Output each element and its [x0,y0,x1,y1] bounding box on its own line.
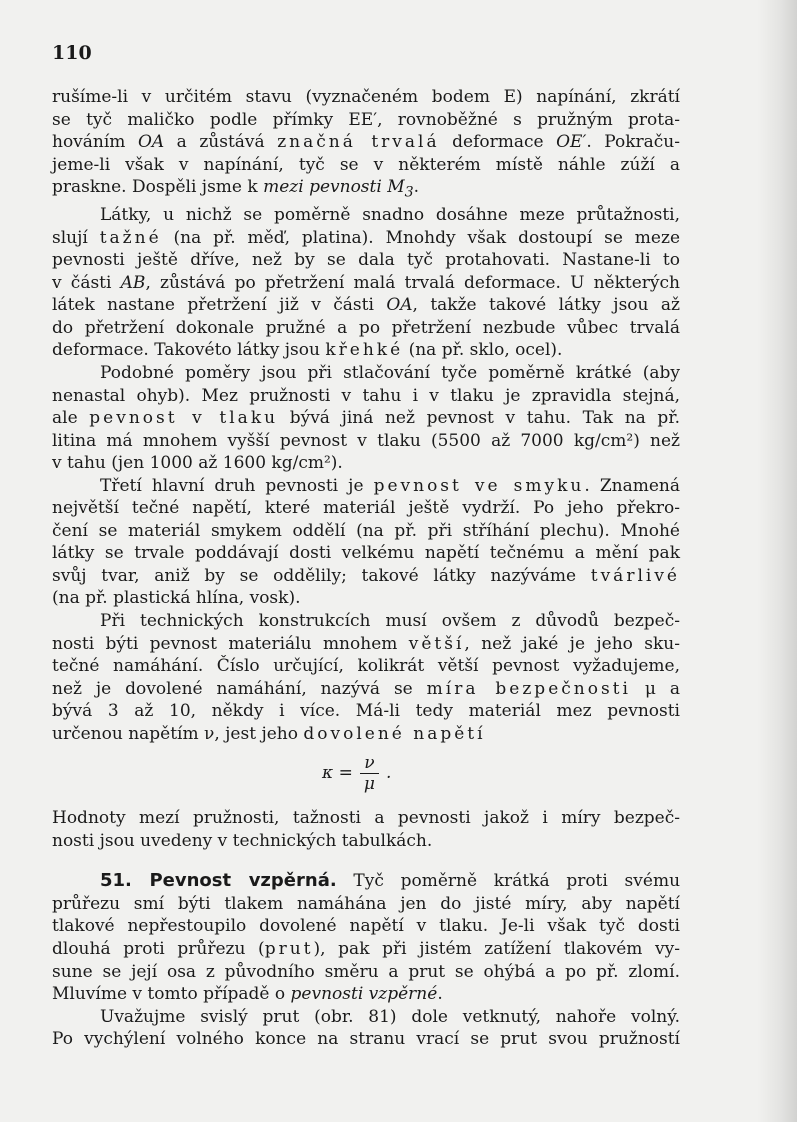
emphasis: mezi pevnosti M [263,177,405,198]
text-line: do přetržení dokonale pružné a po přetržení nezbude vůbec trvalá [52,317,680,338]
text-line: dlouhá proti průřezu (prut), pak při jistém zatížení tlakovém vy- [52,938,681,959]
text-line: látek nastane přetržení již v části OA, takže takové látky jsou až [52,295,680,316]
spaced-emphasis: značná trvalá [277,132,440,153]
text-line: tečné namáhání. Číslo určující, kolikrát větší pevnost vyžadujeme, [52,656,680,677]
formula-denominator: μ [363,774,375,795]
text-line: rušíme-li v určitém stavu (vyznačeném bodem E) napínání, zkrátí [52,87,680,107]
text-line: určenou napětím ν, jest jeho dovolené napětí [52,723,486,744]
text-line: než je dovolené namáhání, nazývá se míra bezpečnosti μ a [52,678,680,699]
text-line: Látky, u nichž se poměrně snadno dosáhne meze průtažnosti, [100,205,680,226]
formula-numerator: ν [360,753,378,774]
text-line: Uvažujme svislý prut (obr. 81) dole vetknutý, nahoře volný. [100,1006,680,1027]
text-line: tlakové nepřestoupilo dovolené napětí v tlaku. Je-li však tyč dosti [52,916,680,937]
spaced-emphasis: míra bezpečnosti [426,678,631,699]
text-line: jeme-li však v napínání, tyč se v některém místě náhle zúží a [52,154,680,175]
text-line: pevnosti ještě dříve, než by se dala tyč protahovati. Nastane-li to [52,250,680,271]
section-51 [52,870,680,1005]
text-line: v části AB, zůstává po přetržení malá trvalá deformace. U některých [52,272,680,293]
spaced-emphasis: dovolené napětí [303,723,486,744]
text-line: se tyč maličko podle přímky EE′, rovnoběžné s pružným prota- [52,109,680,130]
text-line: Mluvíme v tomto případě o pevnosti vzpěrné. [52,984,443,1005]
text-line: 51. Pevnost vzpěrná. Tyč poměrně krátká proti svému [100,870,681,892]
text-line: Po vychýlení volného konce na stranu vrací se prut svou pružností [52,1029,680,1050]
emphasis: pevnosti vzpěrné [290,984,438,1005]
body-text [52,86,680,1051]
paragraph-3 [52,362,680,475]
text-line: Třetí hlavní druh pevnosti je pevnost ve smyku. Znamená [100,475,680,496]
text-line: deformace. Takovéto látky jsou křehké (na př. sklo, ocel). [52,340,563,361]
text-line: svůj tvar, aniž by se oddělily; takové látky nazýváme tvárlivé [52,565,680,586]
paragraph-6 [52,807,680,852]
spaced-emphasis: prut [264,938,314,959]
formula-period: . [385,763,392,784]
paragraph-8 [52,1006,680,1051]
text-line: sune se její osa z původního směru a prut se ohýbá a po př. zlomí. [52,961,680,982]
formula-equals: = [338,763,353,784]
spaced-emphasis: tvárlivé [590,565,680,586]
text-line: ale pevnost v tlaku bývá jiná než pevnost v tahu. Tak na př. [52,408,680,429]
paragraph-1 [52,86,680,204]
section-heading: 51. Pevnost vzpěrná. [100,870,337,892]
spaced-emphasis: tažné [99,227,162,248]
spaced-emphasis: větší [408,633,465,654]
text-line: hováním OA a zůstává značná trvalá deformace OE′. Pokraču- [52,132,680,153]
text-line: litina má mnohem vyšší pevnost v tlaku (5500 až 7000 kg/cm²) než [52,430,680,451]
paragraph-4 [52,475,680,610]
text-line: průřezu smí býti tlakem namáhána jen do jisté míry, aby napětí [52,893,680,914]
text-line: nenastal ohyb). Mez pružnosti v tahu i v tlaku je zpravidla stejná, [52,385,680,406]
formula-lhs: κ [322,763,334,784]
text-line: Podobné poměry jsou při stlačování tyče poměrně krátké (aby [100,362,680,383]
text-line: nosti býti pevnost materiálu mnohem větší, než jaké je jeho sku- [52,633,680,654]
spaced-emphasis: křehké [325,340,404,361]
text-line: látky se trvale poddávají dosti velkému napětí tečnému a mění pak [52,543,680,564]
paragraph-2 [52,204,680,362]
text-line: praskne. Dospěli jsme k mezi pevnosti $M_3$. [52,177,420,201]
text-line: nosti jsou uvedeny v technických tabulkách. [52,830,433,851]
text-line: největší tečné napětí, které materiál ještě vydrží. Po jeho překro- [52,498,680,519]
paragraph-5 [52,610,680,745]
text-line: Hodnoty mezí pružnosti, tažnosti a pevnosti jakož i míry bezpeč- [52,808,680,829]
text-line: (na př. plastická hlína, vosk). [52,588,301,609]
text-line: bývá 3 až 10, někdy i více. Má-li tedy materiál mez pevnosti [52,701,680,722]
text-line: čení se materiál smykem oddělí (na př. při stříhání plechu). Mnohé [52,520,680,541]
spaced-emphasis: pevnost ve smyku [373,475,585,496]
page-number: 110 [52,42,92,64]
spaced-emphasis: pevnost v tlaku [89,408,279,429]
page-edge-shadow [757,0,797,1122]
text-line: v tahu (jen 1000 až 1600 kg/cm²). [52,453,343,474]
formula-allowed-stress [52,751,680,803]
text-line: slují tažné (na př. měď, platina). Mnohdy však dostoupí se meze [52,227,680,248]
text-line: Při technických konstrukcích musí ovšem z důvodů bezpeč- [100,610,680,631]
formula-fraction [360,753,378,794]
